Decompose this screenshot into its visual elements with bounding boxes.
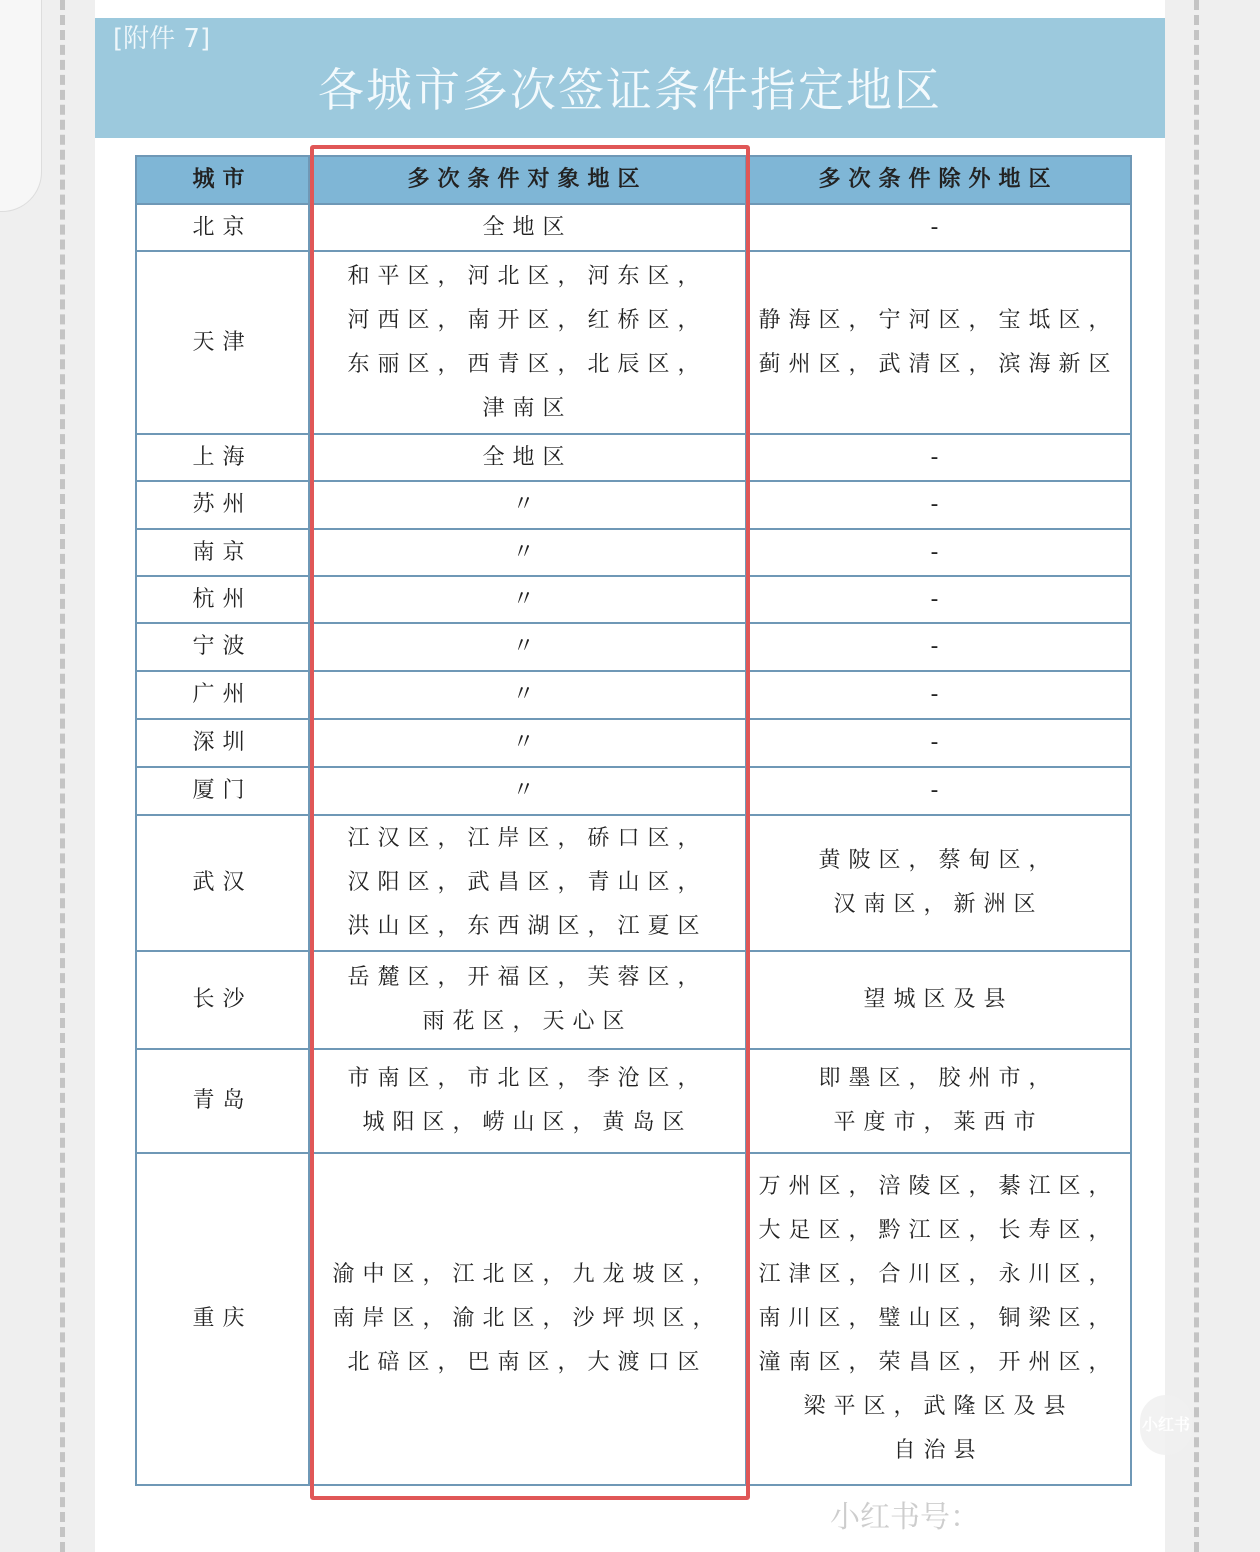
region-line: 万州区，涪陵区，綦江区， (758, 1174, 1119, 1199)
target-cell (309, 434, 746, 481)
city-cell: 苏州 (136, 481, 309, 529)
col-target: 多次条件对象地区 (309, 156, 746, 204)
watermark-account: 小红书号： (830, 1500, 980, 1535)
region-line: 梁平区，武隆区及县 (803, 1394, 1074, 1419)
table-row (136, 251, 1131, 434)
region-line: - (930, 492, 947, 517)
region-line: 〃 (512, 682, 543, 707)
region-line: 城阳区，崂山区，黄岛区 (362, 1110, 693, 1135)
target-cell (309, 623, 746, 671)
city-cell: 广州 (136, 671, 309, 719)
region-line: - (930, 730, 947, 755)
excluded-cell (746, 767, 1131, 815)
table-row (136, 951, 1131, 1049)
region-line: 望城区及县 (863, 987, 1014, 1012)
excluded-cell (746, 719, 1131, 767)
region-line: 北碚区，巴南区，大渡口区 (347, 1350, 708, 1375)
excluded-cell (746, 251, 1131, 434)
target-cell (309, 815, 746, 951)
region-line: 〃 (512, 730, 543, 755)
table-row (136, 1153, 1131, 1485)
region-line: 南岸区，渝北区，沙坪坝区， (332, 1306, 723, 1331)
excluded-cell (746, 529, 1131, 576)
table-header (136, 156, 1131, 204)
title-banner (95, 18, 1165, 138)
target-cell (309, 251, 746, 434)
region-line: 南川区，璧山区，铜梁区， (758, 1306, 1119, 1331)
region-line: 洪山区，东西湖区，江夏区 (347, 914, 708, 939)
regions-table (135, 155, 1132, 1486)
region-line: - (930, 539, 947, 565)
region-line: - (930, 682, 947, 707)
target-cell (309, 1049, 746, 1153)
table-row (136, 1049, 1131, 1153)
region-line: 平度市，莱西市 (833, 1110, 1044, 1135)
excluded-cell (746, 623, 1131, 671)
attachment-tag: [附件 7] (113, 24, 211, 54)
target-cell (309, 1153, 746, 1485)
city-cell: 长沙 (136, 951, 309, 1049)
target-cell (309, 671, 746, 719)
region-line: 东丽区，西青区，北辰区， (347, 351, 708, 377)
city-cell: 深圳 (136, 719, 309, 767)
region-line: 〃 (512, 778, 543, 803)
region-line: 汉南区，新洲区 (833, 892, 1044, 917)
excluded-cell (746, 576, 1131, 623)
table-row (136, 576, 1131, 623)
side-panel (0, 0, 42, 212)
city-cell: 武汉 (136, 815, 309, 951)
region-line: 即墨区，胶州市， (818, 1066, 1059, 1091)
region-line: - (930, 634, 947, 659)
excluded-cell (746, 204, 1131, 251)
region-line: 大足区，黔江区，长寿区， (758, 1218, 1119, 1243)
excluded-cell (746, 671, 1131, 719)
region-line: 〃 (512, 539, 543, 565)
region-line: 雨花区，天心区 (422, 1009, 633, 1034)
region-line: 自治县 (893, 1438, 984, 1463)
region-line: 全地区 (482, 214, 573, 240)
city-cell: 宁波 (136, 623, 309, 671)
city-cell: 杭州 (136, 576, 309, 623)
table-row (136, 719, 1131, 767)
target-cell (309, 767, 746, 815)
table-row (136, 671, 1131, 719)
city-cell: 北京 (136, 204, 309, 251)
page-title: 各城市多次签证条件指定地区 (318, 63, 942, 117)
target-cell (309, 481, 746, 529)
target-cell (309, 204, 746, 251)
region-line: - (930, 586, 947, 612)
table-row (136, 204, 1131, 251)
page-edge-left (60, 0, 65, 1552)
excluded-cell (746, 1049, 1131, 1153)
region-line: 黄陂区，蔡甸区， (818, 848, 1059, 873)
city-cell: 天津 (136, 251, 309, 434)
excluded-cell (746, 815, 1131, 951)
region-line: 和平区，河北区，河东区， (347, 263, 708, 289)
excluded-cell (746, 481, 1131, 529)
excluded-cell (746, 951, 1131, 1049)
target-cell (309, 529, 746, 576)
region-line: 岳麓区，开福区，芙蓉区， (347, 965, 708, 990)
target-cell (309, 719, 746, 767)
col-excluded: 多次条件除外地区 (746, 156, 1131, 204)
city-cell: 重庆 (136, 1153, 309, 1485)
region-line: 全地区 (482, 444, 573, 470)
region-line: 津南区 (482, 395, 573, 421)
table-row (136, 815, 1131, 951)
target-cell (309, 951, 746, 1049)
city-cell: 南京 (136, 529, 309, 576)
excluded-cell (746, 434, 1131, 481)
table-row (136, 767, 1131, 815)
region-line: 蓟州区，武清区，滨海新区 (758, 351, 1119, 377)
region-line: 汉阳区，武昌区，青山区， (347, 870, 708, 895)
target-cell (309, 576, 746, 623)
region-line: 静海区，宁河区，宝坻区， (758, 307, 1119, 333)
region-line: 江津区，合川区，永川区， (758, 1262, 1119, 1287)
region-line: - (930, 214, 947, 240)
region-line: 渝中区，江北区，九龙坡区， (332, 1262, 723, 1287)
region-line: - (930, 778, 947, 803)
city-cell: 厦门 (136, 767, 309, 815)
table-row (136, 529, 1131, 576)
region-line: 〃 (512, 586, 543, 612)
col-city: 城市 (136, 156, 309, 204)
page-edge-right (1194, 0, 1199, 1552)
city-cell: 青岛 (136, 1049, 309, 1153)
region-line: 河西区，南开区，红桥区， (347, 307, 708, 333)
region-line: 〃 (512, 634, 543, 659)
region-line: 潼南区，荣昌区，开州区， (758, 1350, 1119, 1375)
table-row (136, 481, 1131, 529)
table-row (136, 434, 1131, 481)
watermark-logo: 小红书 (1140, 1395, 1192, 1455)
table-row (136, 623, 1131, 671)
region-line: 江汉区，江岸区，硚口区， (347, 826, 708, 851)
excluded-cell (746, 1153, 1131, 1485)
region-line: - (930, 444, 947, 470)
region-line: 〃 (512, 492, 543, 517)
region-line: 市南区，市北区，李沧区， (347, 1066, 708, 1091)
city-cell: 上海 (136, 434, 309, 481)
